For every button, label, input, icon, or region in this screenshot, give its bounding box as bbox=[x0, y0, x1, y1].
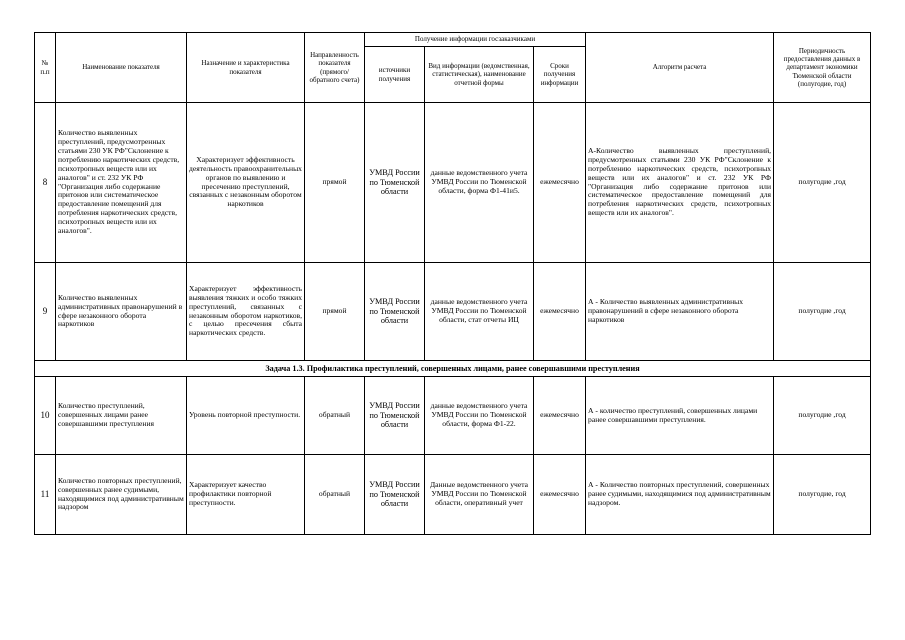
info-terms: ежемесячно bbox=[534, 377, 586, 455]
header-name: Наименование показателя bbox=[56, 33, 187, 103]
indicator-direction: прямой bbox=[305, 103, 365, 263]
info-terms: ежемесячно bbox=[534, 103, 586, 263]
indicator-purpose: Характеризует эффективность выявления тяжких и особо тяжких преступлений, связанных с незаконным оборотом наркотиков, с целью пресечения сбыта наркотических средств. bbox=[187, 263, 305, 361]
report-period: полугодие ,год bbox=[774, 263, 871, 361]
row-num: 10 bbox=[35, 377, 56, 455]
info-type: данные ведомственного учета УМВД России по Тюменской области, стат отчеты ИЦ bbox=[425, 263, 534, 361]
indicator-name: Количество выявленных преступлений, предусмотренных статьями 230 УК РФ"Склонение к потреблению наркотических средств, психотропных веществ или их аналогов" и ст. 232 УК РФ "Организация либо содержание притонов или систематическое предоставление помещений для потребления наркотических средств, психотропных веществ или их аналогов". bbox=[56, 103, 187, 263]
row-num: 11 bbox=[35, 455, 56, 535]
info-type: данные ведомственного учета УМВД России по Тюменской области, форма Ф1-41и5. bbox=[425, 103, 534, 263]
table-row bbox=[35, 377, 871, 455]
info-type: Данные ведомственного учета УМВД России по Тюменской области, оперативный учет bbox=[425, 455, 534, 535]
indicator-table bbox=[34, 32, 871, 535]
task-row bbox=[35, 361, 871, 377]
indicator-purpose: Уровень повторной преступности. bbox=[187, 377, 305, 455]
info-source: УМВД России по Тюменской области bbox=[365, 455, 425, 535]
info-source: УМВД России по Тюменской области bbox=[365, 377, 425, 455]
indicator-name: Количество выявленных административных правонарушений в сфере незаконного оборота наркотиков bbox=[56, 263, 187, 361]
indicator-table-page bbox=[34, 32, 870, 535]
info-type: данные ведомственного учета УМВД России по Тюменской области, форма Ф1-22. bbox=[425, 377, 534, 455]
header-purpose: Назначение и характеристика показателя bbox=[187, 33, 305, 103]
info-terms: ежемесячно bbox=[534, 455, 586, 535]
header-sources: источники получения bbox=[365, 47, 425, 103]
info-source: УМВД России по Тюменской области bbox=[365, 103, 425, 263]
report-period: полугодие ,год bbox=[774, 377, 871, 455]
indicator-purpose: Характеризует качество профилактики повторной преступности. bbox=[187, 455, 305, 535]
header-num: № п.п bbox=[35, 33, 56, 103]
header-direction: Направленность показателя (прямого/обратного счета) bbox=[305, 33, 365, 103]
calc-algorithm: А-Количество выявленных преступлений, предусмотренных статьями 230 УК РФ"Склонение к потреблению наркотических средств, психотропных веществ или их аналогов" и ст. 232 УК РФ "Организация либо содержание притонов или систематическое предоставление помещений для потребления наркотических средств, психотропных веществ или их аналогов". bbox=[586, 103, 774, 263]
table-row bbox=[35, 103, 871, 263]
info-source: УМВД России по Тюменской области bbox=[365, 263, 425, 361]
header-period: Периодичность предоставления данных в департамент экономики Тюменской области (полугодие, год) bbox=[774, 33, 871, 103]
table-row bbox=[35, 455, 871, 535]
task-heading: Задача 1.3. Профилактика преступлений, совершенных лицами, ранее совершавшими преступления bbox=[35, 361, 871, 377]
header-info-group: Получение информации госзаказчиками bbox=[365, 33, 586, 47]
indicator-direction: обратный bbox=[305, 377, 365, 455]
calc-algorithm: А - количество преступлений, совершенных лицами ранее совершавшими преступления. bbox=[586, 377, 774, 455]
indicator-name: Количество повторных преступлений, совершенных ранее судимыми, находящимися под административным надзором bbox=[56, 455, 187, 535]
calc-algorithm: А - Количество повторных преступлений, совершенных ранее судимыми, находящимися под административным надзором. bbox=[586, 455, 774, 535]
report-period: полугодие ,год bbox=[774, 103, 871, 263]
indicator-direction: прямой bbox=[305, 263, 365, 361]
calc-algorithm: А - Количество выявленных административных правонарушений в сфере незаконного оборота наркотиков bbox=[586, 263, 774, 361]
header-info-type: Вид информации (ведомственная, статистическая), наименование отчетной формы bbox=[425, 47, 534, 103]
table-row bbox=[35, 263, 871, 361]
row-num: 9 bbox=[35, 263, 56, 361]
header-algorithm: Алгоритм расчета bbox=[586, 33, 774, 103]
report-period: полугодие, год bbox=[774, 455, 871, 535]
indicator-purpose: Характеризует эффективность деятельность правоохранительных органов по выявлению и пресечению преступлений, связанных с незаконным оборотом наркотиков bbox=[187, 103, 305, 263]
indicator-name: Количество преступлений, совершенных лицами ранее совершавшими преступления bbox=[56, 377, 187, 455]
indicator-direction: обратный bbox=[305, 455, 365, 535]
row-num: 8 bbox=[35, 103, 56, 263]
header-terms: Сроки получения информации bbox=[534, 47, 586, 103]
info-terms: ежемесячно bbox=[534, 263, 586, 361]
